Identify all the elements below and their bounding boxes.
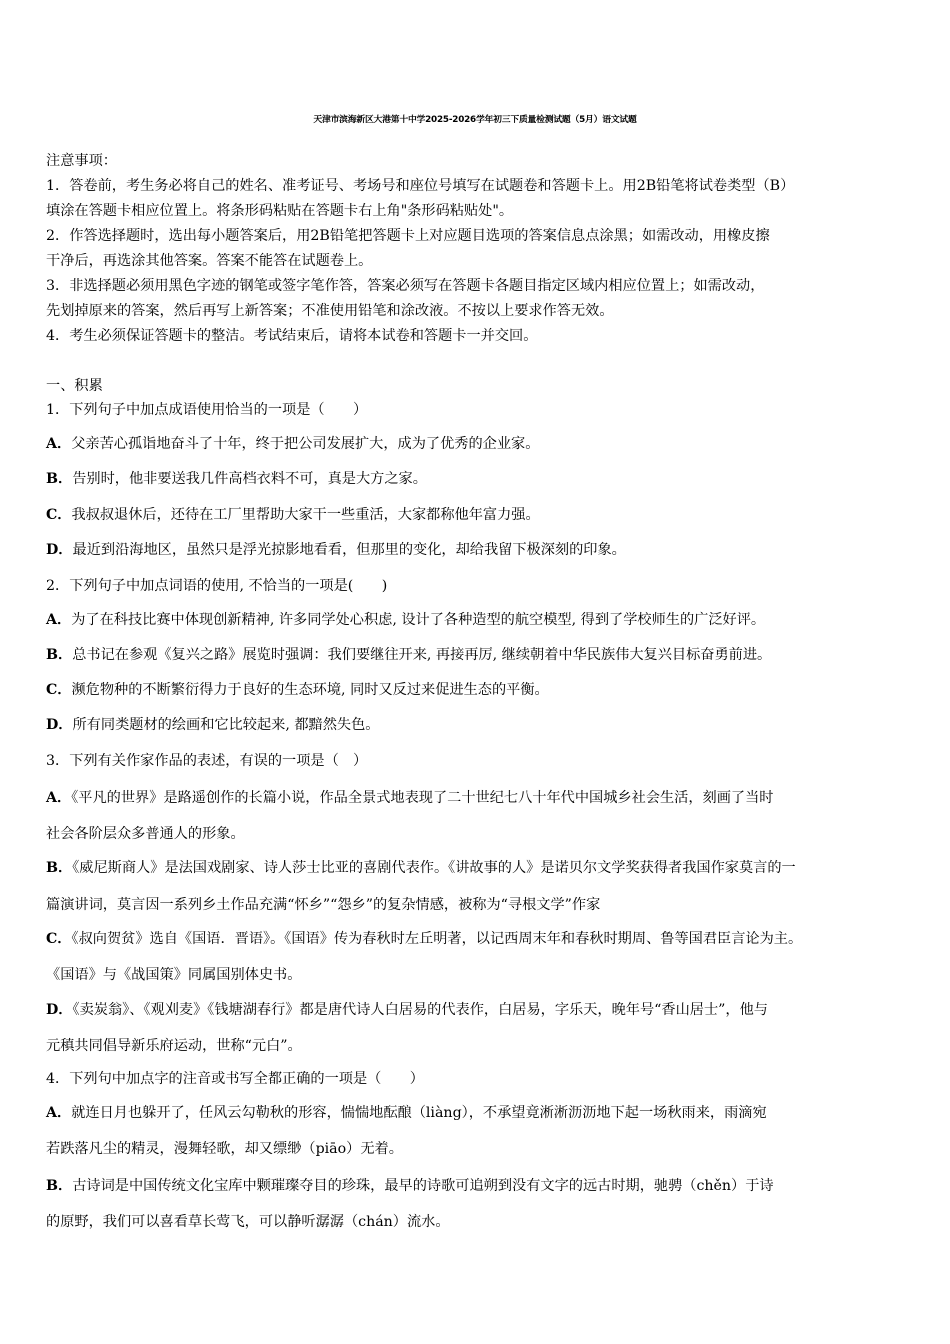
notice-line-7: 4．考生必须保证答题卡的整洁。考试结束后，请将本试卷和答题卡一并交回。 [46, 328, 538, 344]
notice-line-2: 填涂在答题卡相应位置上。将条形码粘贴在答题卡右上角"条形码粘贴处"。 [46, 203, 514, 219]
option-text: 《平凡的世界》是路遥创作的长篇小说，作品全景式地表现了二十世纪七八十年代中国城乡社会生活，刻画了当时 [71, 790, 774, 806]
option-label: B． [46, 1178, 73, 1194]
q3-option-a [46, 788, 773, 808]
option-text: 《卖炭翁》、《观刈麦》《钱塘湖春行》都是唐代诗人白居易的代表作，白居易，字乐天，晚年号“香山居士”，他与 [72, 1002, 768, 1018]
q1-option-a [46, 434, 539, 454]
option-text: 最近到沿海地区，虽然只是浮光掠影地看看，但那里的变化，却给我留下极深刻的印象。 [72, 542, 626, 558]
q3-option-d-cont: 元稹共同倡导新乐府运动，世称“元白”。 [46, 1038, 302, 1054]
q1-option-c [46, 505, 540, 525]
q4-option-b [46, 1176, 774, 1196]
option-text: 濒危物种的不断繁衍得力于良好的生态环境, 同时又反过来促进生态的平衡。 [71, 682, 549, 698]
notice-line-1: 1．答卷前，考生务必将自己的姓名、准考证号、考场号和座位号填写在试题卷和答题卡上。用2B铅笔将试卷类型（B） [46, 178, 795, 194]
q2-option-b [46, 645, 771, 665]
option-label: A． [46, 790, 72, 806]
option-label: B． [46, 860, 73, 876]
option-label: A． [46, 436, 72, 452]
q3-option-d [46, 1000, 768, 1020]
q3-option-b-cont: 篇演讲词，莫言因一系列乡土作品充满“怀乡”“怨乡”的复杂情感，被称为“寻根文学”作家 [46, 897, 601, 913]
notice-line-4: 干净后，再选涂其他答案。答案不能答在试题卷上。 [46, 253, 373, 269]
option-text: 父亲苦心孤诣地奋斗了十年，终于把公司发展扩大，成为了优秀的企业家。 [71, 436, 540, 452]
option-label: D． [46, 1002, 73, 1018]
option-label: C． [46, 507, 72, 523]
option-label: D． [46, 717, 73, 733]
option-label: B． [46, 471, 73, 487]
notice-heading: 注意事项： [46, 153, 117, 169]
option-text: 告别时，他非要送我几件高档衣料不可，真是大方之家。 [72, 471, 427, 487]
q3-stem: 3．下列有关作家作品的表述，有误的一项是（ ） [46, 753, 368, 769]
q1-option-b [46, 469, 427, 489]
notice-line-3: 2．作答选择题时，选出每小题答案后，用2B铅笔把答题卡上对应题目选项的答案信息点涂黑；如需改动，用橡皮擦 [46, 228, 770, 244]
q3-option-a-cont: 社会各阶层众多普通人的形象。 [46, 826, 245, 842]
q1-option-d [46, 540, 626, 560]
q2-option-c [46, 680, 549, 700]
option-label: A． [46, 612, 72, 628]
option-text: 我叔叔退休后，还待在工厂里帮助大家干一些重活，大家都称他年富力强。 [71, 507, 540, 523]
option-text: 《叔向贺贫》选自《国语．晋语》。《国语》传为春秋时左丘明著，以记西周末年和春秋时期周、鲁等国君臣言论为主。 [71, 931, 803, 947]
notice-line-5: 3．非选择题必须用黑色字迹的钢笔或签字笔作答，答案必须写在答题卡各题目指定区域内相应位置上；如需改动， [46, 278, 765, 294]
notice-line-6: 先划掉原来的答案，然后再写上新答案；不准使用铅笔和涂改液。不按以上要求作答无效。 [46, 303, 614, 319]
q3-option-c-cont: 《国语》与《战国策》同属国别体史书。 [46, 967, 302, 983]
q4-option-a [46, 1103, 767, 1123]
q3-option-b [46, 858, 796, 878]
q3-option-c [46, 929, 802, 949]
q1-stem: 1．下列句子中加点成语使用恰当的一项是（ ） [46, 402, 368, 418]
option-label: B． [46, 647, 73, 663]
section-heading: 一、积累 [46, 378, 103, 394]
q4-option-b-cont: 的原野，我们可以喜看草长莺飞，可以静听潺潺（chán）流水。 [46, 1214, 450, 1230]
option-text: 所有同类题材的绘画和它比较起来, 都黯然失色。 [72, 717, 380, 733]
option-label: C． [46, 931, 72, 947]
q4-option-a-cont: 若跌落凡尘的精灵，漫舞轻歌，却又缥缈（piāo）无着。 [46, 1141, 403, 1157]
q4-stem: 4．下列句中加点字的注音或书写全都正确的一项是（ ） [46, 1071, 424, 1087]
option-label: A． [46, 1105, 72, 1121]
option-label: C． [46, 682, 72, 698]
option-text: 《威尼斯商人》是法国戏剧家、诗人莎士比亚的喜剧代表作。《讲故事的人》是诺贝尔文学奖获得者我国作家莫言的一 [72, 860, 796, 876]
option-text: 总书记在参观《复兴之路》展览时强调：我们要继往开来, 再接再厉, 继续朝着中华民族伟大复兴目标奋勇前进。 [72, 647, 772, 663]
option-text: 就连日月也躲开了，任风云勾勒秋的形容，惴惴地酝酿（liàng），不承望竟淅淅沥沥地下起一场秋雨来，雨滴宛 [71, 1105, 767, 1121]
q2-option-d [46, 715, 379, 735]
page-title: 天津市滨海新区大港第十中学2025-2026学年初三下质量检测试题（5月）语文试题 [313, 115, 637, 125]
option-label: D． [46, 542, 73, 558]
option-text: 为了在科技比赛中体现创新精神, 许多同学处心积虑, 设计了各种造型的航空模型, 得到了学校师生的广泛好评。 [71, 612, 766, 628]
q2-option-a [46, 610, 765, 630]
option-text: 古诗词是中国传统文化宝库中颗璀璨夺目的珍珠，最早的诗歌可追朔到没有文字的远古时期，驰骋（chěn）于诗 [72, 1178, 774, 1194]
q2-stem: 2．下列句子中加点词语的使用, 不恰当的一项是( ) [46, 578, 388, 594]
